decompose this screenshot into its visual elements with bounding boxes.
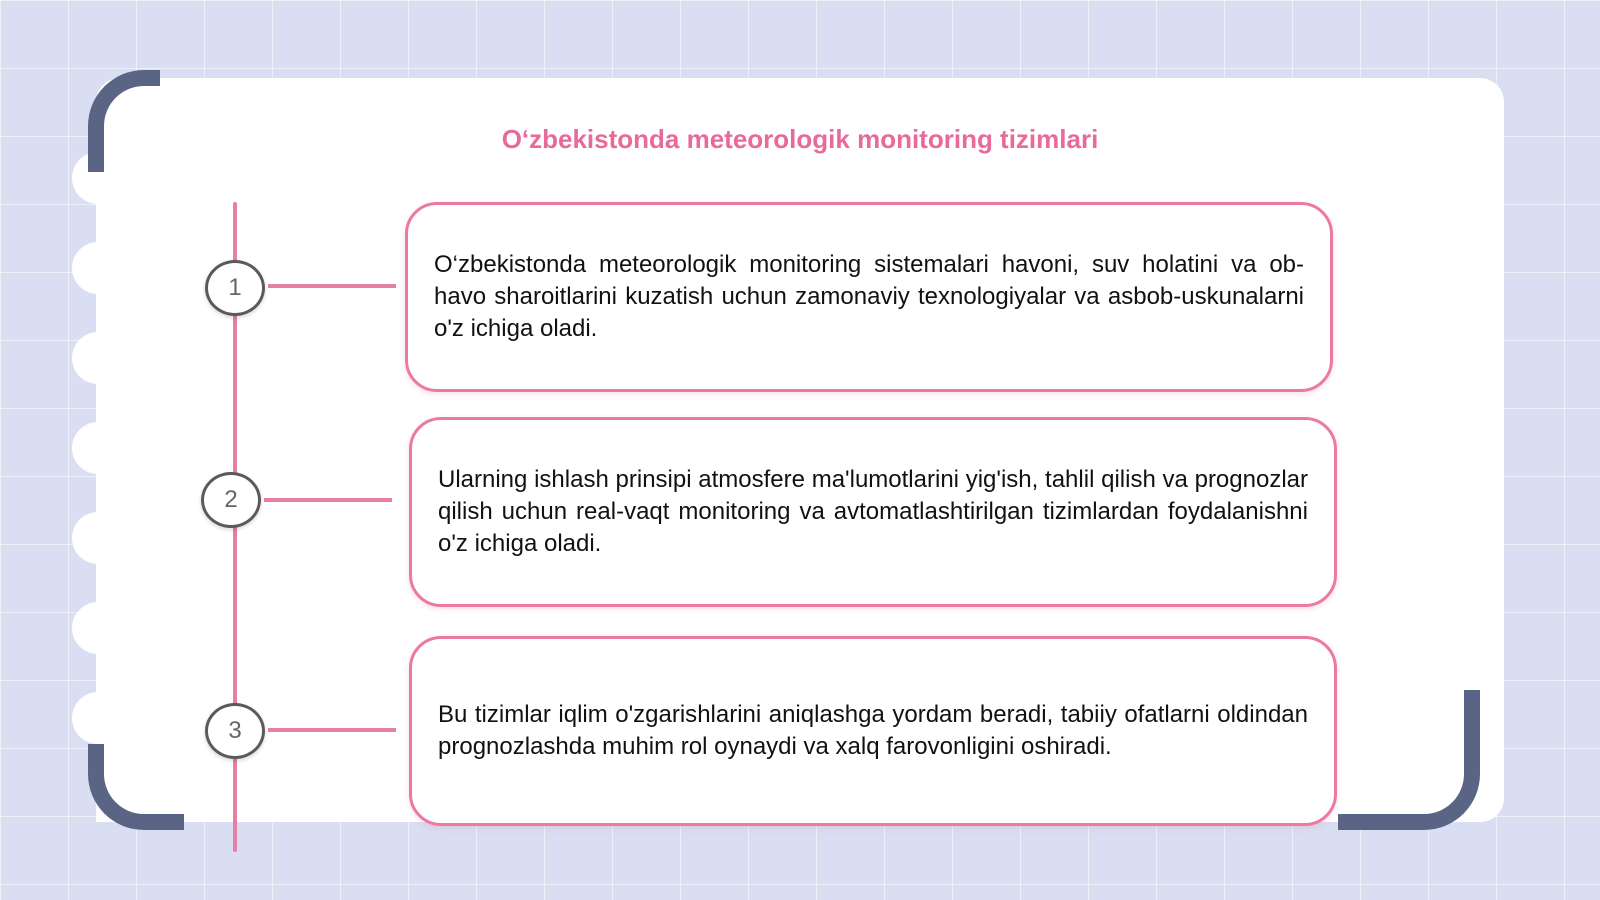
corner-bracket-top-left	[88, 70, 160, 172]
timeline-connector	[268, 728, 396, 732]
step-number-1: 1	[205, 260, 265, 316]
step-text-2: Ularning ishlash prinsipi atmosfere ma'lumotlarini yig'ish, tahlil qilish va prognozlar qilish uchun real-vaqt monitoring va avtomatlashtirilgan tizimlardan foydalanishni o'z ichiga oladi.	[438, 466, 1308, 557]
timeline-connector	[268, 284, 396, 288]
step-number-2: 2	[201, 472, 261, 528]
corner-bracket-bottom-right	[1338, 690, 1480, 830]
step-number-3: 3	[205, 703, 265, 759]
paper-scallop	[72, 242, 124, 294]
paper-scallop	[72, 332, 124, 384]
paper-scallop	[72, 602, 124, 654]
step-card-1	[405, 202, 1333, 392]
paper-scallop	[72, 422, 124, 474]
step-text-1: O‘zbekistonda meteorologik monitoring sistemalari havoni, suv holatini va ob-havo sharoitlarini kuzatish uchun zamonaviy texnologiyalar va asbob-uskunalarni o'z ichiga oladi.	[434, 251, 1304, 342]
step-card-3	[409, 636, 1337, 826]
paper-scallop	[72, 512, 124, 564]
timeline-connector	[264, 498, 392, 502]
step-card-2	[409, 417, 1337, 607]
slide-title: Oʻzbekistonda meteorologik monitoring tizimlari	[501, 124, 1099, 154]
paper-scallop	[72, 692, 124, 744]
step-text-3: Bu tizimlar iqlim o'zgarishlarini aniqlashga yordam beradi, tabiiy ofatlarni oldindan prognozlashda muhim rol oynaydi va xalq farovonligini oshiradi.	[438, 701, 1308, 760]
